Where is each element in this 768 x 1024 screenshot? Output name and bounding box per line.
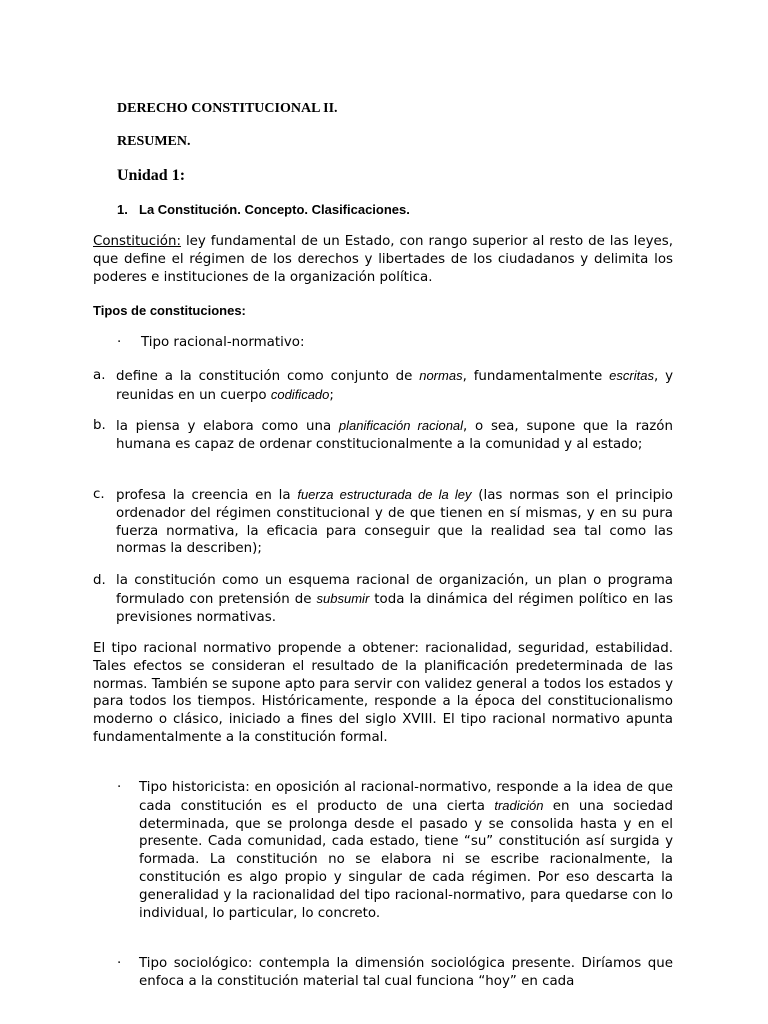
section-title: La Constitución. Concepto. Clasificaciones. bbox=[139, 202, 410, 217]
definition-term: Constitución: bbox=[93, 234, 181, 249]
list-item-c bbox=[93, 486, 673, 558]
type-rational-normative-label: Tipo racional-normativo: bbox=[141, 335, 305, 350]
sociological-type-paragraph: Tipo sociológico: contempla la dimensión sociológica presente. Diríamos que enfoca a la constitución material tal cual funciona “hoy” en cada bbox=[139, 956, 673, 989]
list-item-text: profesa la creencia en la fuerza estructurada de la ley (las normas son el principio ordenador del régimen constitucional y de que tienen en sí mismas, y en su pura fuerza normativa, la eficacia para conseguir que la realidad sea tal como las normas la describen); bbox=[116, 487, 673, 557]
course-title: DERECHO CONSTITUCIONAL II. bbox=[117, 101, 338, 116]
list-marker: d. bbox=[93, 573, 106, 588]
list-item-text: la constitución como un esquema racional de organización, un plan o programa formulado con pretensión de subsumir toda la dinámica del régimen político en las previsiones normativas. bbox=[116, 573, 674, 625]
list-item-text: la piensa y elabora como una planificación racional, o sea, supone que la razón humana es capaz de ordenar constitucionalmente a la comunidad y al estado; bbox=[116, 418, 673, 452]
list-item-d bbox=[93, 572, 673, 626]
list-marker: b. bbox=[93, 418, 106, 433]
constitution-definition bbox=[93, 233, 673, 286]
bullet-symbol: · bbox=[117, 956, 122, 971]
section-heading bbox=[117, 201, 410, 219]
section-number: 1. bbox=[117, 202, 128, 217]
summary-heading: RESUMEN. bbox=[117, 134, 191, 149]
historicist-type-paragraph: Tipo historicista: en oposición al racional-normativo, responde a la idea de que cada constitución es el producto de una cierta tradición en una sociedad determinada, que se prolonga desde el pasado y se consolida hasta y en el presente. Cada comunidad, cada estado, tiene “su” constitución así surgida y formada. La constitución no se elabora ni se escribe racionalmente, la constitución es algo propio y singular de cada régimen. Por eso descarta la generalidad y la racionalidad del tipo racional-normativo, para quedarse con lo individual, lo particular, lo concreto. bbox=[139, 780, 674, 921]
rational-normative-paragraph: El tipo racional normativo propende a obtener: racionalidad, seguridad, estabilidad. Tales efectos se consideran el resultado de la planificación predeterminada de las normas. También se supone apto para servir con validez general a todos los estados y para todos los tiempos. Históricamente, responde a la época del constitucionalismo moderno o clásico, iniciado a fines del siglo XVIII. El tipo racional normativo apunta fundamentalmente a la constitución formal. bbox=[93, 641, 673, 745]
list-item-a bbox=[93, 367, 673, 405]
bullet-symbol: · bbox=[117, 335, 122, 350]
list-marker: c. bbox=[93, 487, 105, 502]
list-item-text: define a la constitución como conjunto de normas, fundamentalmente escritas, y reunidas en un cuerpo codificado; bbox=[116, 368, 673, 403]
types-heading: Tipos de constituciones: bbox=[93, 303, 246, 318]
definition-text: ley fundamental de un Estado, con rango superior al resto de las leyes, que define el régimen de los derechos y libertades de los ciudadanos y delimita los poderes e instituciones de la organización política. bbox=[93, 234, 673, 285]
unit-heading: Unidad 1: bbox=[117, 167, 186, 184]
list-marker: a. bbox=[93, 368, 106, 383]
list-item-b bbox=[93, 417, 673, 454]
bullet-symbol: · bbox=[117, 780, 122, 795]
